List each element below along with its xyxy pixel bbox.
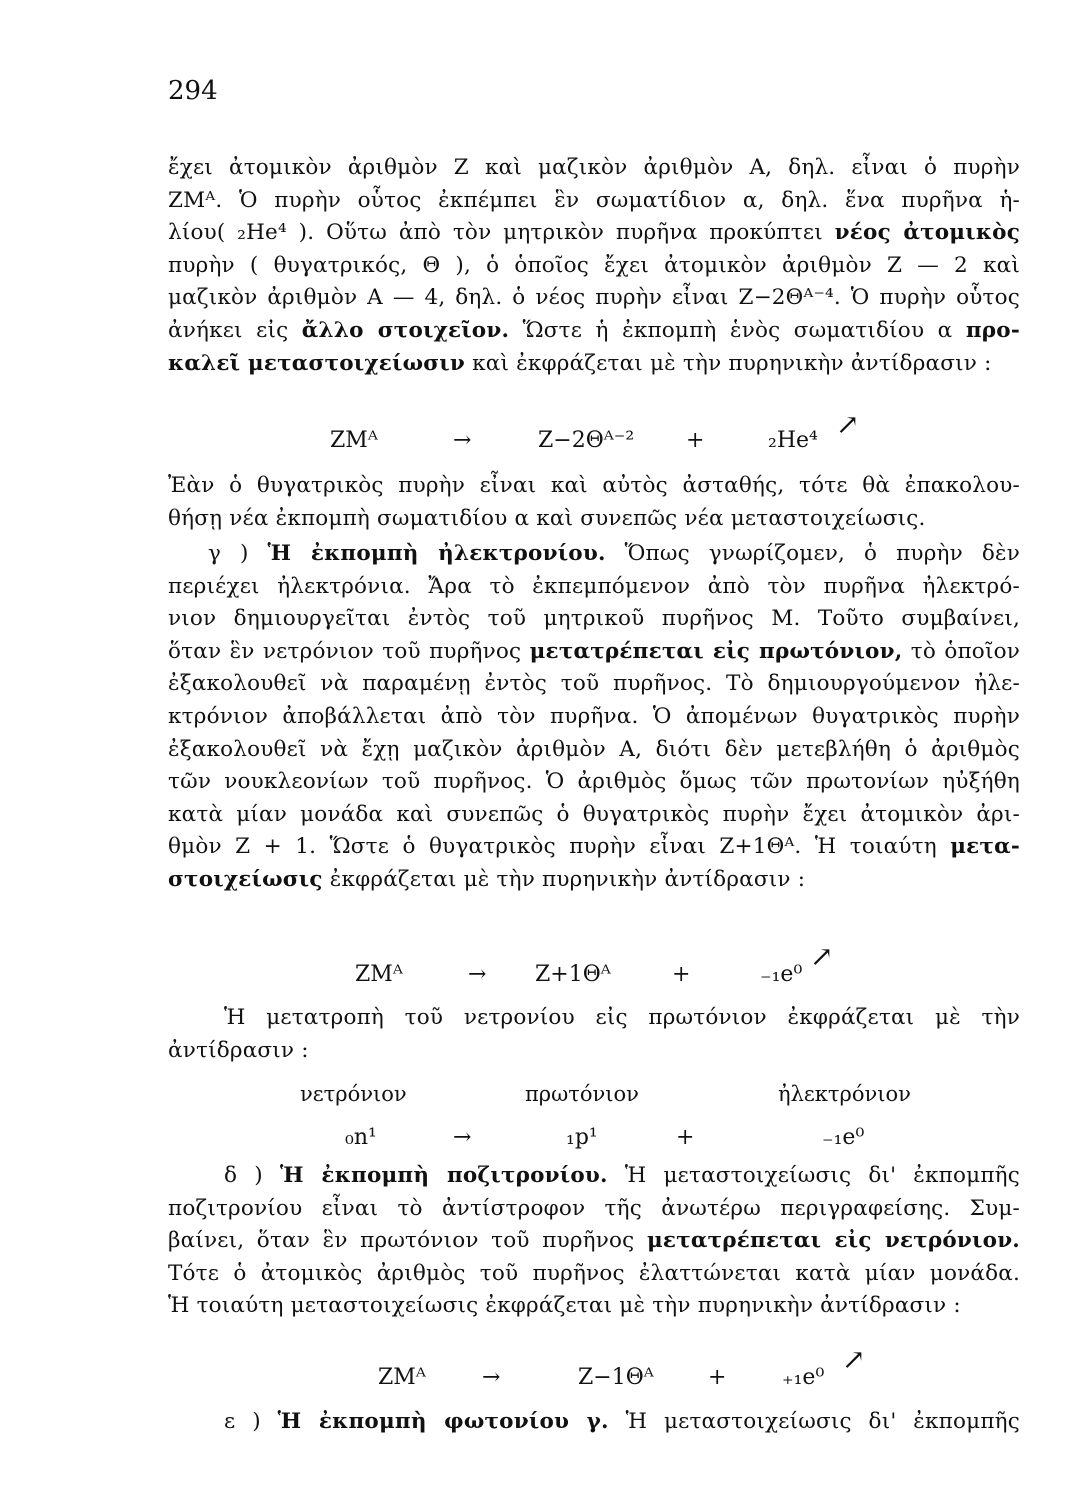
eq-plus: +	[672, 962, 691, 987]
text-line: νιον δημιουργεῖται ἐντὸς τοῦ μητρικοῦ πυρῆνος Μ. Τοῦτο συμβαίνει,	[168, 606, 1020, 632]
eq-lhs: ZMᴬ	[330, 428, 378, 453]
label-electron: ἠλεκτρόνιον	[778, 1082, 911, 1106]
text-line: καλεῖ μεταστοιχείωσιν καὶ ἐκφράζεται μὲ τὴν πυρηνικὴν ἀντίδρασιν :	[168, 350, 992, 376]
text-line: ἔχει ἀτομικὸν ἀριθμὸν Ζ καὶ μαζικὸν ἀριθμὸν Α, δηλ. εἶναι ὁ πυρὴν	[168, 155, 1020, 180]
bold-term: προ-	[965, 317, 1020, 343]
text-line: στοιχείωσις ἐκφράζεται μὲ τὴν πυρηνικὴν ἀντίδρασιν :	[168, 866, 806, 892]
label-proton: πρωτόνιον	[525, 1082, 639, 1106]
up-arrow-icon: ↗	[810, 940, 834, 973]
text-line: μαζικὸν ἀριθμὸν Α — 4, δηλ. ὁ νέος πυρὴν εἶναι Z−2Θᴬ⁻⁴. Ὁ πυρὴν οὗτος	[168, 285, 1020, 311]
eq-lhs: ZMᴬ	[378, 1365, 426, 1390]
paragraph-neutron-conversion	[168, 1002, 1020, 1067]
section-heading: Ἡ ἐκπομπὴ ποζιτρονίου.	[279, 1163, 608, 1188]
text-line: κτρόνιον ἀποβάλλεται ἀπὸ τὸν πυρῆνα. Ὁ ἀπομένων θυγατρικὸς πυρὴν	[168, 703, 1020, 729]
text-line: Τότε ὁ ἀτομικὸς ἀριθμὸς τοῦ πυρῆνος ἐλαττώνεται κατὰ μίαν μονάδα.	[168, 1260, 1020, 1286]
text-line: ZMᴬ. Ὁ πυρὴν οὗτος ἐκπέμπει ἓν σωματίδιον α, δηλ. ἕνα πυρῆνα ἡ-	[168, 187, 1020, 213]
text-line: ἀντίδρασιν :	[168, 1037, 309, 1063]
text-line: θμὸν Ζ + 1. Ὥστε ὁ θυγατρικὸς πυρὴν εἶναι Z+1Θᴬ. Ἡ τοιαύτη μετα-	[168, 834, 1020, 860]
text-line: Ἡ τοιαύτη μεταστοιχείωσις ἐκφράζεται μὲ τὴν πυρηνικὴν ἀντίδρασιν :	[168, 1293, 961, 1319]
text-line: ἐξακολουθεῖ νὰ ἔχῃ μαζικὸν ἀριθμὸν Α, διότι δὲν μετεβλήθη ὁ ἀριθμὸς	[168, 736, 1020, 762]
equation-alpha	[0, 408, 1070, 460]
section-heading: Ἡ ἐκπομπὴ ἠλεκτρονίου.	[267, 541, 606, 566]
text-line: πυρὴν ( θυγατρικός, Θ ), ὁ ὁποῖος ἔχει ἀτομικὸν ἀριθμὸν Ζ — 2 καὶ	[168, 252, 1020, 278]
eq-arrow: →	[468, 962, 487, 987]
text-line: κατὰ μίαν μονάδα καὶ συνεπῶς ὁ θυγατρικὸς πυρὴν ἔχει ἀτομικὸν ἀρι-	[168, 801, 1020, 827]
section-heading: Ἡ ἐκπομπὴ φωτονίου γ.	[277, 1409, 609, 1434]
eq-rhs: Z−1Θᴬ	[578, 1365, 654, 1390]
eq-particle: ₂He⁴	[768, 428, 818, 453]
equation-beta-minus	[0, 940, 1070, 994]
paragraph-electron-emission	[168, 538, 1020, 897]
text-line: δ ) Ἡ ἐκπομπὴ ποζιτρονίου. Ἡ μεταστοιχείωσις δι' ἐκπομπῆς	[224, 1163, 1020, 1188]
eq-arrow: →	[453, 428, 472, 453]
paragraph-positron-emission	[168, 1160, 1020, 1323]
text-line: γ ) Ἡ ἐκπομπὴ ἠλεκτρονίου. Ὅπως γνωρίζομεν, ὁ πυρὴν δὲν	[208, 541, 1020, 566]
eq-particle: ₋₁e⁰	[760, 962, 803, 987]
eq-plus: +	[708, 1365, 727, 1390]
eq-arrow: →	[453, 1125, 472, 1150]
eq-lhs: ₀n¹	[345, 1125, 377, 1150]
equation-labels	[0, 1082, 1070, 1112]
equation-neutron-proton	[0, 1125, 1070, 1157]
bold-term: μετα-	[950, 834, 1020, 860]
label-neutron: νετρόνιον	[300, 1082, 407, 1106]
bold-term: ἄλλο στοιχεῖον.	[301, 317, 510, 343]
text-line: ἀνήκει εἰς ἄλλο στοιχεῖον. Ὥστε ἡ ἐκπομπὴ ἑνὸς σωματιδίου α προ-	[168, 317, 1020, 343]
paragraph-photon-emission	[168, 1406, 1020, 1439]
eq-plus: +	[676, 1125, 695, 1150]
text-line: λίου( ₂He⁴ ). Οὕτω ἀπὸ τὸν μητρικὸν πυρῆνα προκύπτει νέος ἀτομικὸς	[168, 220, 1020, 246]
page-number: 294	[168, 76, 218, 106]
eq-particle: ₋₁e⁰	[822, 1125, 865, 1150]
paragraph-daughter-unstable	[168, 470, 1020, 535]
text-line: ὅταν ἓν νετρόνιον τοῦ πυρῆνος μετατρέπεται εἰς πρωτόνιον, τὸ ὁποῖον	[168, 638, 1020, 664]
eq-arrow: →	[482, 1365, 501, 1390]
eq-rhs: Z+1Θᴬ	[535, 962, 611, 987]
eq-lhs: ZMᴬ	[355, 962, 403, 987]
text-line: ποζιτρονίου εἶναι τὸ ἀντίστροφον τῆς ἀνωτέρω περιγραφείσης. Συμ-	[168, 1195, 1020, 1221]
up-arrow-icon: ↗	[836, 408, 860, 441]
text-line: Ἡ μετατροπὴ τοῦ νετρονίου εἰς πρωτόνιον ἐκφράζεται μὲ τὴν	[224, 1005, 1020, 1030]
bold-term: μετατρέπεται εἰς πρωτόνιον,	[529, 638, 903, 664]
text-line: ἐξακολουθεῖ νὰ παραμένῃ ἐντὸς τοῦ πυρῆνος. Τὸ δημιουργούμενον ἠλε-	[168, 671, 1020, 697]
eq-rhs: Z−2Θᴬ⁻²	[538, 428, 635, 453]
text-line: βαίνει, ὅταν ἓν πρωτόνιον τοῦ πυρῆνος μετατρέπεται εἰς νετρόνιον.	[168, 1228, 1020, 1254]
text-line: περιέχει ἠλεκτρόνια. Ἄρα τὸ ἐκπεμπόμενον ἀπὸ τὸν πυρῆνα ἠλεκτρό-	[168, 573, 1020, 599]
bold-term: νέος ἀτομικὸς	[834, 220, 1020, 246]
text-line: Ἐὰν ὁ θυγατρικὸς πυρὴν εἶναι καὶ αὐτὸς ἀσταθής, τότε θὰ ἐπακολου-	[168, 473, 1020, 498]
text-line: ε ) Ἡ ἐκπομπὴ φωτονίου γ. Ἡ μεταστοιχείωσις δι' ἐκπομπῆς	[224, 1409, 1020, 1434]
equation-beta-plus	[0, 1343, 1070, 1397]
bold-term: μετατρέπεται εἰς νετρόνιον.	[646, 1228, 1020, 1254]
eq-rhs: ₁p¹	[566, 1125, 598, 1150]
text-line: θήσῃ νέα ἐκπομπὴ σωματιδίου α καὶ συνεπῶς νέα μεταστοιχείωσις.	[168, 505, 926, 531]
up-arrow-icon: ↗	[842, 1343, 866, 1376]
eq-plus: +	[686, 428, 705, 453]
text-line: τῶν νουκλεονίων τοῦ πυρῆνος. Ὁ ἀριθμὸς ὅμως τῶν πρωτονίων ηὐξήθη	[168, 769, 1020, 795]
eq-particle: ₊₁e⁰	[782, 1365, 825, 1390]
paragraph-alpha-decay	[168, 152, 1020, 380]
